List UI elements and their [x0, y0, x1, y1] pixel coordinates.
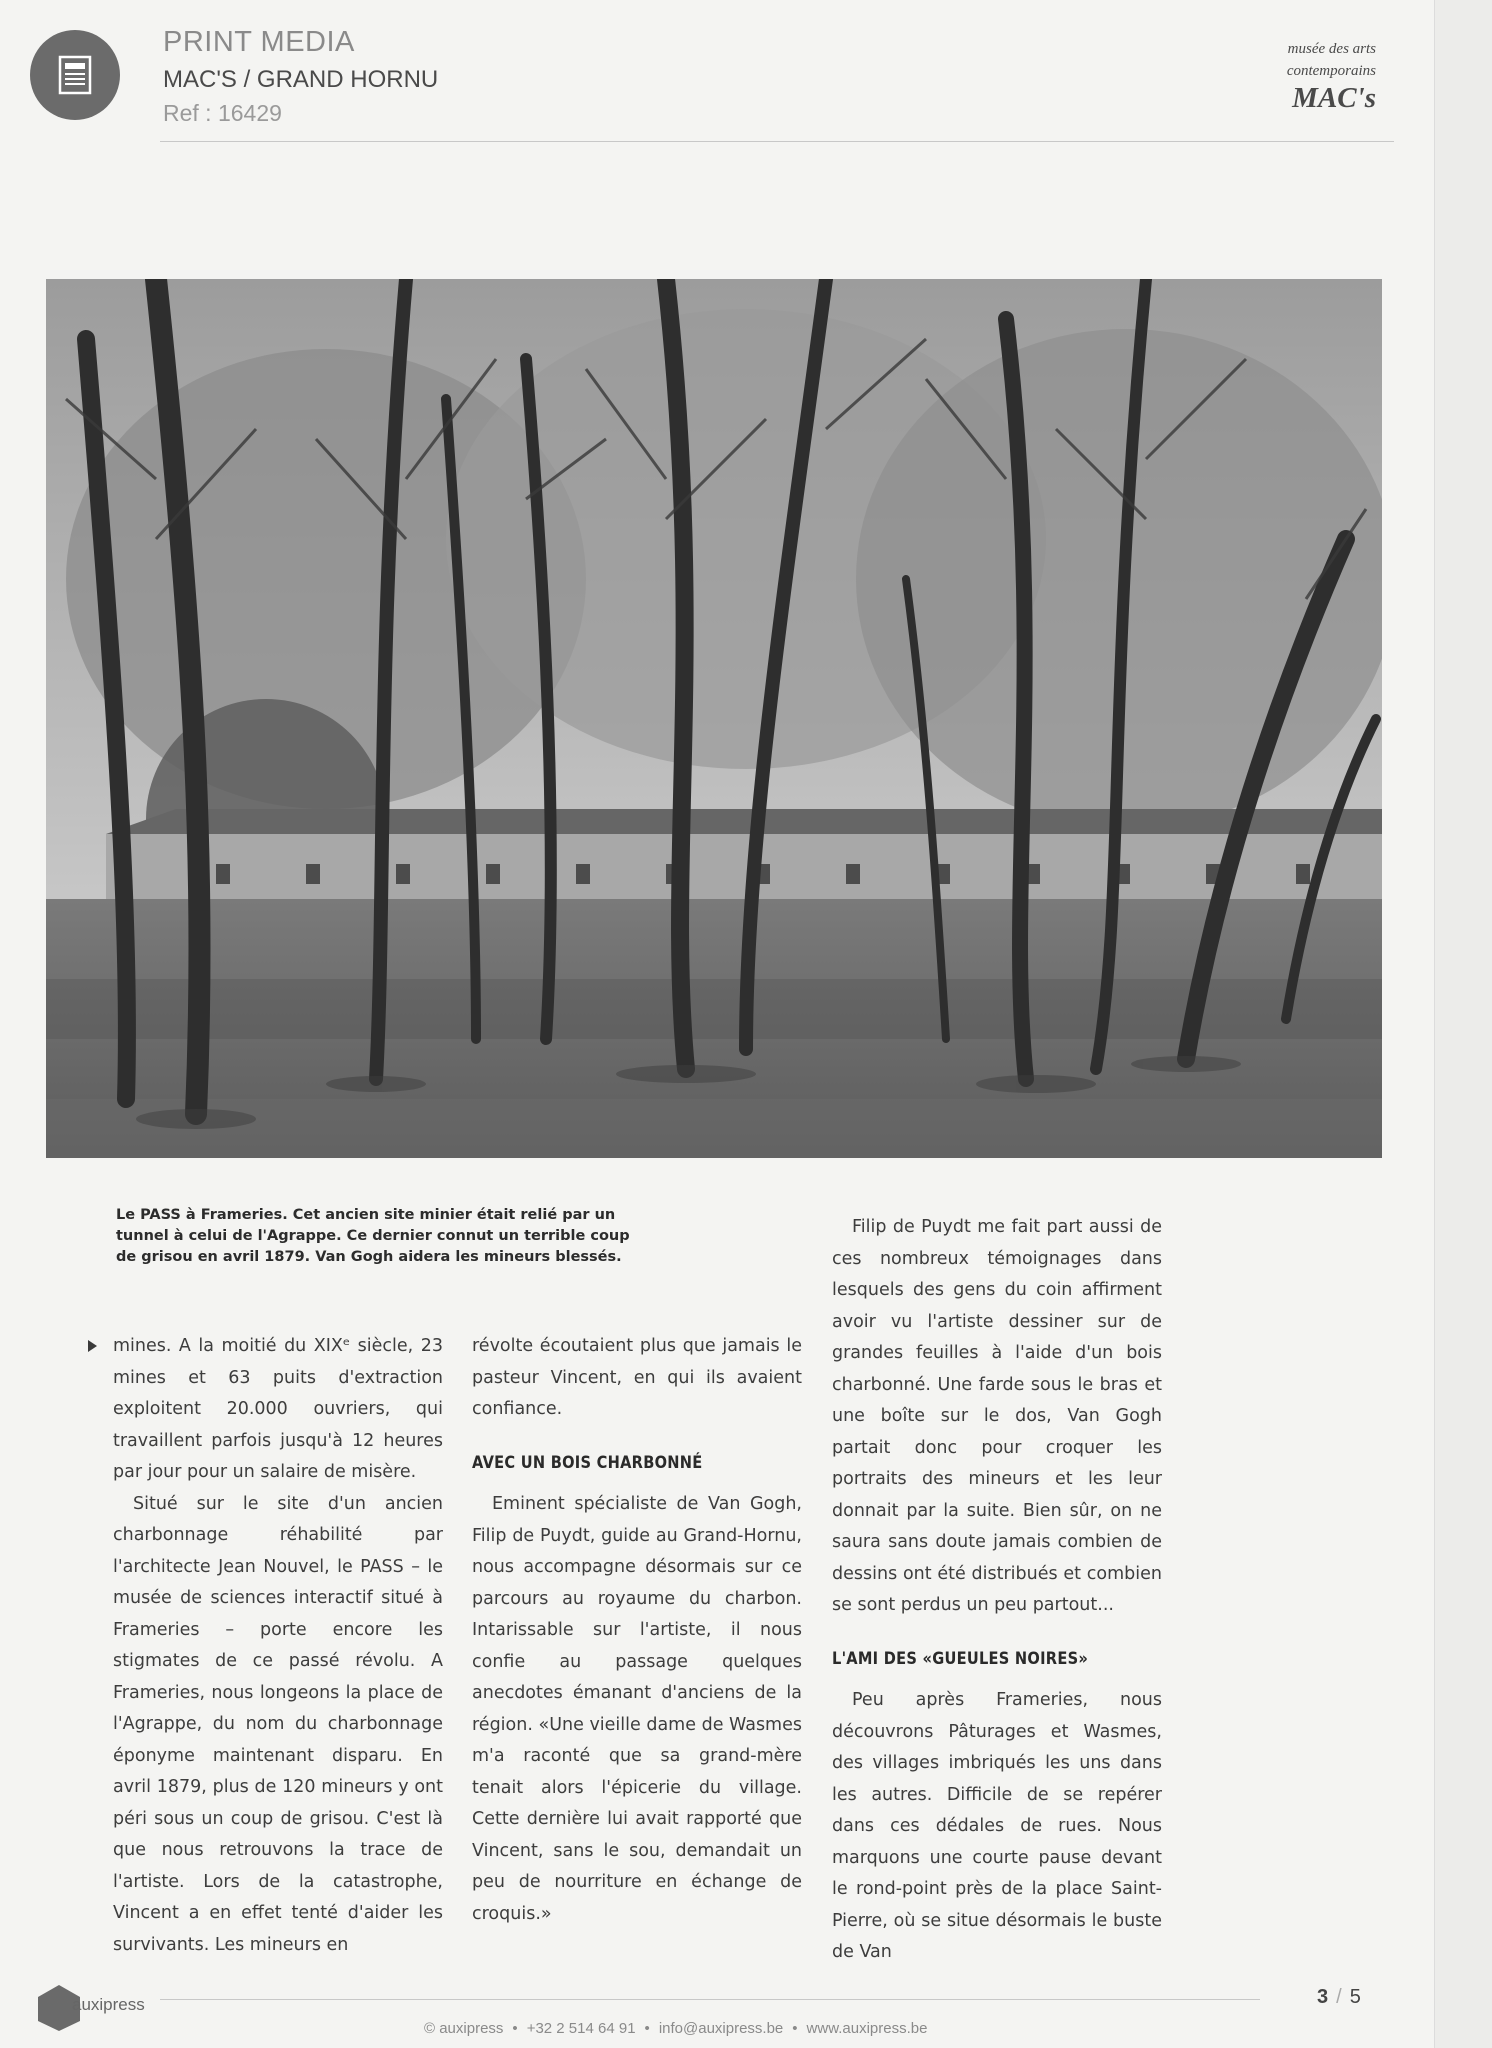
article-column-3 [832, 1212, 1162, 1969]
media-source: MAC'S / GRAND HORNU [163, 66, 439, 93]
document-icon [53, 53, 97, 97]
header-divider [160, 141, 1394, 142]
park-trees-illustration [46, 279, 1382, 1158]
media-category: PRINT MEDIA [163, 26, 355, 58]
footer-copyright: © auxipress [424, 2020, 504, 2037]
section-heading-bois-charbonne: AVEC UN BOIS CHARBONNÉ [472, 1452, 703, 1473]
footer-website[interactable]: www.auxipress.be [806, 2020, 928, 2037]
footer-phone[interactable]: +32 2 514 64 91 [526, 2020, 636, 2037]
col1-paragraph-2: Situé sur le site d'un ancien charbonnage réhabilité par l'architecte Jean Nouvel, le PASS – le musée de sciences interactif situé à Frameries – porte encore les stigmates de ce passé révolu. A Frameries, nous longeons la place de l'Agrappe, du nom du charbonnage éponyme maintenant disparu. En avril 1879, plus de 120 mineurs y ont péri sous un coup de grisou. C'est là que nous retrouvons la trace de l'artiste. Lors de la catastrophe, Vincent a en effet tenté d'aider les survivants. Les mineurs en [113, 1493, 443, 1955]
logo-line-2: contemporains [1286, 63, 1376, 79]
footer-brand: auxipress [72, 1995, 145, 2014]
logo-line-1: musée des arts [1287, 41, 1376, 57]
logo-line-3: MAC's [1292, 82, 1376, 114]
page-current: 3 [1317, 1986, 1329, 2008]
article-column-2 [472, 1331, 802, 1930]
footer-contact: © auxipress • +32 2 514 64 91 • info@auxipress.be • www.auxipress.be [424, 2020, 928, 2037]
macs-logo [1287, 38, 1376, 114]
article-photo [46, 279, 1382, 1158]
footer-email[interactable]: info@auxipress.be [658, 2020, 784, 2037]
col2-paragraph-body: Eminent spécialiste de Van Gogh, Filip de Puydt, guide au Grand-Hornu, nous accompagne désormais sur ce parcours au royaume du charbon. Intarissable sur l'artiste, il nous confie au passage quelques anecdotes émanant d'anciens de la région. «Une vieille dame de Wasmes m'a raconté que sa grand-mère tenait alors l'épicerie du village. Cette dernière lui avait rapporté que Vincent, sans le sou, demandait un peu de nourriture en échange de croquis.» [472, 1494, 802, 1924]
page-number [1317, 1986, 1361, 2009]
col3-paragraph-body: Peu après Frameries, nous découvrons Pâturages et Wasmes, des villages imbriqués les uns dans les autres. Difficile de se repérer dans ces dédales de rues. Nous marquons une courte pause devant le rond-point près de la place Saint-Pierre, où se situe désormais le buste de Van [832, 1690, 1162, 1962]
col1-paragraph-1: mines. A la moitié du XIXᵉ siècle, 23 mines et 63 puits d'extraction exploitent 20.000 ouvriers, qui travaillent parfois jusqu'à 12 heures par jour pour un salaire de misère. [113, 1336, 443, 1482]
col3-paragraph-intro: Filip de Puydt me fait part aussi de ces nombreux témoignages dans lesquels des gens du coin affirment avoir vu l'artiste dessiner sur de grandes feuilles à l'aide d'un bois charbonné. Une farde sous le bras et une boîte sur le dos, Van Gogh partait donc pour croquer les portraits des mineurs et les leur donnait par la suite. Bien sûr, on ne saura sans doute jamais combien de dessins ont été distribués et combien se sont perdus un peu partout... [832, 1217, 1162, 1615]
continuation-arrow-icon [88, 1340, 97, 1352]
page-separator: / [1336, 1986, 1342, 2008]
col2-paragraph-intro: révolte écoutaient plus que jamais le pasteur Vincent, en qui ils avaient confiance. [472, 1336, 802, 1419]
page-total: 5 [1349, 1986, 1361, 2008]
footer-divider [160, 1999, 1260, 2000]
page-right-margin [1434, 0, 1492, 2048]
photo-caption: Le PASS à Frameries. Cet ancien site minier était relié par un tunnel à celui de l'Agrappe. Ce dernier connut un terrible coup de grisou en avril 1879. Van Gogh aidera les mineurs blessés. [116, 1207, 630, 1265]
section-heading-gueules-noires: L'AMI DES «GUEULES NOIRES» [832, 1648, 1089, 1669]
reference-number: Ref : 16429 [163, 100, 282, 126]
article-column-1 [113, 1331, 443, 1961]
print-media-badge [30, 30, 120, 120]
